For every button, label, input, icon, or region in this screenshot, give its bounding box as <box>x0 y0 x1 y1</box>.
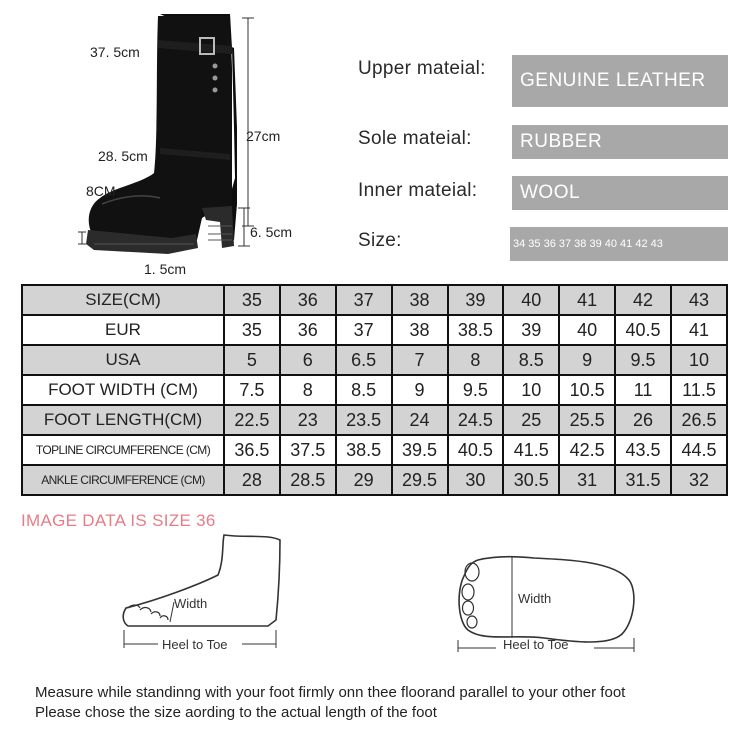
size-table-row <box>22 405 727 435</box>
table-cell: 32 <box>671 465 727 495</box>
table-cell: 42 <box>615 285 671 315</box>
table-cell: 40 <box>503 285 559 315</box>
table-cell: 43 <box>671 285 727 315</box>
size-chart-table <box>21 284 728 496</box>
table-cell: 36.5 <box>224 435 280 465</box>
table-cell: 43.5 <box>615 435 671 465</box>
table-cell: 41 <box>671 315 727 345</box>
table-cell: 31 <box>559 465 615 495</box>
table-cell: 39 <box>503 315 559 345</box>
table-cell: 25.5 <box>559 405 615 435</box>
table-cell: 36 <box>280 285 336 315</box>
table-cell: 31.5 <box>615 465 671 495</box>
table-cell: 8 <box>448 345 504 375</box>
table-cell: 25 <box>503 405 559 435</box>
table-cell: 26.5 <box>671 405 727 435</box>
table-cell: 30 <box>448 465 504 495</box>
table-cell: 37 <box>336 285 392 315</box>
shaft-height-label: 27cm <box>246 128 281 144</box>
table-cell: 30.5 <box>503 465 559 495</box>
table-cell: 8.5 <box>336 375 392 405</box>
sole-material-label: Sole mateial: <box>358 128 472 149</box>
size-table-row <box>22 435 727 465</box>
table-cell: 29.5 <box>392 465 448 495</box>
side-heel-to-toe-label: Heel to Toe <box>162 637 228 652</box>
table-cell: 7.5 <box>224 375 280 405</box>
table-cell: 9.5 <box>615 345 671 375</box>
table-cell: 38.5 <box>448 315 504 345</box>
size-range-value: 34 35 36 37 38 39 40 41 42 43 <box>510 227 728 261</box>
size-table-row <box>22 345 727 375</box>
row-header: FOOT LENGTH(CM) <box>22 405 224 435</box>
platform-height-label: 8CM <box>86 183 116 199</box>
sole-width-label: Width <box>518 591 552 606</box>
row-header: SIZE(CM) <box>22 285 224 315</box>
table-cell: 38 <box>392 315 448 345</box>
table-cell: 29 <box>336 465 392 495</box>
inner-material-label: Inner mateial: <box>358 180 478 201</box>
table-cell: 39.5 <box>392 435 448 465</box>
table-cell: 9.5 <box>448 375 504 405</box>
table-cell: 10 <box>671 345 727 375</box>
table-cell: 35 <box>224 315 280 345</box>
table-cell: 36 <box>280 315 336 345</box>
table-cell: 9 <box>392 375 448 405</box>
table-cell: 28.5 <box>280 465 336 495</box>
table-cell: 40.5 <box>615 315 671 345</box>
sole-heel-to-toe-label: Heel to Toe <box>503 637 569 652</box>
inner-material-value: WOOL <box>512 176 728 210</box>
size-instruction: Please chose the size aording to the actual length of the foot <box>35 704 437 721</box>
table-cell: 38 <box>392 285 448 315</box>
shaft-circumference-label: 37. 5cm <box>90 44 140 60</box>
row-header: USA <box>22 345 224 375</box>
table-cell: 8.5 <box>503 345 559 375</box>
row-header: TOPLINE CIRCUMFERENCE (CM) <box>22 435 224 465</box>
table-cell: 6.5 <box>336 345 392 375</box>
size-table-row <box>22 375 727 405</box>
image-data-note: IMAGE DATA IS SIZE 36 <box>21 511 216 530</box>
heel-height-label: 6. 5cm <box>250 224 293 240</box>
sole-material-value: RUBBER <box>512 125 728 159</box>
table-cell: 39 <box>448 285 504 315</box>
table-cell: 41 <box>559 285 615 315</box>
front-platform-label: 1. 5cm <box>144 261 187 277</box>
upper-material-value: GENUINE LEATHER <box>512 55 728 107</box>
table-cell: 24.5 <box>448 405 504 435</box>
measure-instruction: Measure while standinng with your foot firmly onn thee floorand parallel to your other foot <box>35 684 626 701</box>
table-cell: 38.5 <box>336 435 392 465</box>
size-table-row <box>22 285 727 315</box>
side-width-label: Width <box>174 596 208 611</box>
table-cell: 26 <box>615 405 671 435</box>
table-cell: 6 <box>280 345 336 375</box>
table-cell: 40 <box>559 315 615 345</box>
size-table-row <box>22 465 727 495</box>
table-cell: 28 <box>224 465 280 495</box>
table-cell: 35 <box>224 285 280 315</box>
table-cell: 23.5 <box>336 405 392 435</box>
table-cell: 22.5 <box>224 405 280 435</box>
table-cell: 41.5 <box>503 435 559 465</box>
upper-material-label: Upper mateial: <box>358 58 486 79</box>
table-cell: 37 <box>336 315 392 345</box>
table-cell: 44.5 <box>671 435 727 465</box>
row-header: EUR <box>22 315 224 345</box>
table-cell: 8 <box>280 375 336 405</box>
table-cell: 10.5 <box>559 375 615 405</box>
table-cell: 7 <box>392 345 448 375</box>
table-cell: 10 <box>503 375 559 405</box>
ankle-circumference-label: 28. 5cm <box>98 148 148 164</box>
row-header: ANKLE CIRCUMFERENCE (CM) <box>22 465 224 495</box>
table-cell: 5 <box>224 345 280 375</box>
table-cell: 42.5 <box>559 435 615 465</box>
row-header: FOOT WIDTH (CM) <box>22 375 224 405</box>
table-cell: 24 <box>392 405 448 435</box>
table-cell: 11.5 <box>671 375 727 405</box>
table-cell: 37.5 <box>280 435 336 465</box>
table-cell: 23 <box>280 405 336 435</box>
size-table-row <box>22 315 727 345</box>
table-cell: 11 <box>615 375 671 405</box>
table-cell: 9 <box>559 345 615 375</box>
table-cell: 40.5 <box>448 435 504 465</box>
size-label: Size: <box>358 230 402 251</box>
